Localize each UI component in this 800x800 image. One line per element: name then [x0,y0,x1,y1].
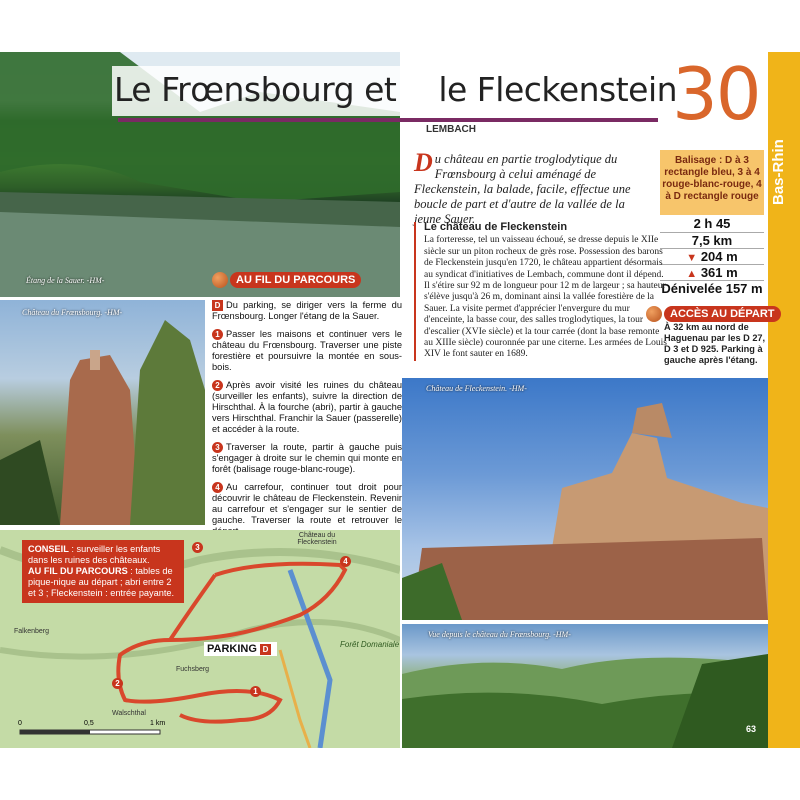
map-marker-2: 2 [112,678,123,689]
map-label-falkenberg: Falkenberg [14,628,50,635]
step-4-marker: 4 [212,482,223,493]
region-label: Bas-Rhin [770,139,787,205]
conseil-label: CONSEIL [28,544,69,554]
acces-bullet-icon [646,306,662,322]
vue-illustration [402,624,768,748]
step-1-text: Passer les maisons et continuer vers le château du Frœnsbourg. Traverser une piste forestière et poursuivre la montée en sous-bois. [212,329,402,372]
parcours-bullet-icon [212,272,228,288]
step-3 [212,442,402,475]
parcours-label: AU FIL DU PARCOURS [230,272,361,288]
caption-etang: Étang de la Sauer. -HM- [26,276,105,285]
map-marker-1: 1 [250,686,261,697]
descent-icon: ▼ [686,252,698,264]
chateau-text: La forteresse, tel un vaisseau échoué, se dresse depuis le XIIe siècle sur un piton rocheux de grès rose. Possession des barons de Fleckenstein jusqu'en 1720, le château appartient désormais au syndicat d'initiatives de Lembach, commune dont il dépend. Il s'étire sur 92 m de longueur pour 12 m de largeur ; sa hauteur s'élève jusqu'à 26 m, dominant ainsi la vallée forestière de la Sauer. La visite permet d'apprécier l'envergure du mur d'enceinte, la basse cour, des salles troglodytiques, la tour d'escalier (XVIe siècle) et la tour carrée (dont la base remonte au XIIIe siècle) couronnée par une citerne. Les armées de Louis XIV le font sauter en 1689. [424,235,667,360]
froensbourg-illustration [0,300,205,525]
step-1 [212,329,402,373]
stat-distance: 7,5 km [660,232,764,248]
balisage-box: Balisage : D à 3 rectangle bleu, 3 à 4 rouge-blanc-rouge, 4 à D rectangle rouge [660,150,764,215]
map-marker-3: 3 [192,542,203,553]
step-4 [212,482,402,537]
step-d-marker: D [212,300,223,311]
map-label-foret: Forêt Domaniale [340,640,400,649]
ascent-value: 361 m [700,265,738,280]
acces-text: À 32 km au nord de Haguenau par les D 27, D 3 et D 925. Parking à gauche après l'étang. [664,322,766,365]
step-4-text: Au carrefour, continuer tout droit pour découvrir le château de Fleckenstein. Revenir au carrefour et s'engager sur le sentier de gauche. Traverser la route et retrouver le [212,482,402,525]
step-3-marker: 3 [212,442,223,453]
map-scale-1km: 1 km [150,720,166,727]
map-scale-05: 0,5 [84,720,94,727]
intro-dropcap: D [414,148,433,177]
chateau-heading: Le château de Fleckenstein [424,221,568,233]
map-parking-label: PARKING [207,643,257,655]
page-number: 63 [746,724,757,734]
title-part1: Le Frœnsbourg et [114,70,397,109]
fleckenstein-photo [402,378,768,620]
steps-list [212,300,402,544]
step-d-text: Du parking, se diriger vers la ferme du Frœnsbourg. Longer l'étang de la Sauer. [212,300,402,321]
step-d [212,300,402,322]
page-title [114,70,677,109]
stat-denivele: Dénivelée 157 m [661,281,763,296]
froensbourg-photo [0,300,205,525]
map-parking-marker: D [260,644,271,655]
step-3-text: Traverser la route, partir à gauche puis s'engager à droite sur le chemin qui monte en forêt (balisage rouge-blanc-rouge). [212,442,402,474]
conseil-label-parcours: AU FIL DU PARCOURS [28,566,128,576]
ascent-icon: ▲ [686,268,698,280]
stat-ascent [660,264,764,280]
chateau-section [414,222,668,361]
step-1-marker: 1 [212,329,223,340]
conseil-box [22,540,184,603]
route-number: 30 [672,52,760,136]
title-rule [118,118,658,122]
step-2-marker: 2 [212,380,223,391]
intro-body: u château en partie troglodytique du Frœnsbourg à celui aménagé de Fleckenstein, la balade, facile, effectue une boucle de part et d'autre de la vallée de la jeune Sauer. [414,152,631,226]
conseil-text-parcours: : tables de pique-nique au départ ; abri entre 2 et 3 ; Fleckenstein : entrée payante. [28,566,175,598]
step-2 [212,380,402,435]
title-part2: le Fleckenstein [438,70,678,109]
map-label-fleckenstein: Château du Fleckenstein [297,532,337,546]
fleckenstein-illustration [402,378,768,620]
map-marker-4: 4 [340,556,351,567]
acces-label: ACCÈS AU DÉPART [664,306,781,322]
vue-photo [402,624,768,748]
caption-fleckenstein: Château de Fleckenstein. -HM- [426,384,527,393]
map-label-fuchsberg: Fuchsberg [176,666,210,673]
step-2-text: Après avoir visité les ruines du château (surveiller les enfants), suivre la direction de Hirschthal. À la fourche (abri), partir à gauche vers Hirschthal. Franchir la Sauer (passerelle) et accéder à la route. [212,380,402,434]
map-scale-0: 0 [18,720,22,727]
location-label: LEMBACH [426,124,476,135]
caption-froensbourg: Château du Frœnsbourg. -HM- [22,308,123,317]
descent-value: 204 m [700,249,738,264]
stat-duration: 2 h 45 [693,216,731,231]
intro-text [414,148,654,227]
conseil-text: : surveiller les enfants dans les ruines des châteaux. [28,544,161,565]
stat-descent [660,248,764,264]
map-parking [204,642,277,656]
caption-vue: Vue depuis le château du Frœnsbourg. -HM- [428,630,571,639]
map-label-walschthal: Walschthal [112,710,146,717]
